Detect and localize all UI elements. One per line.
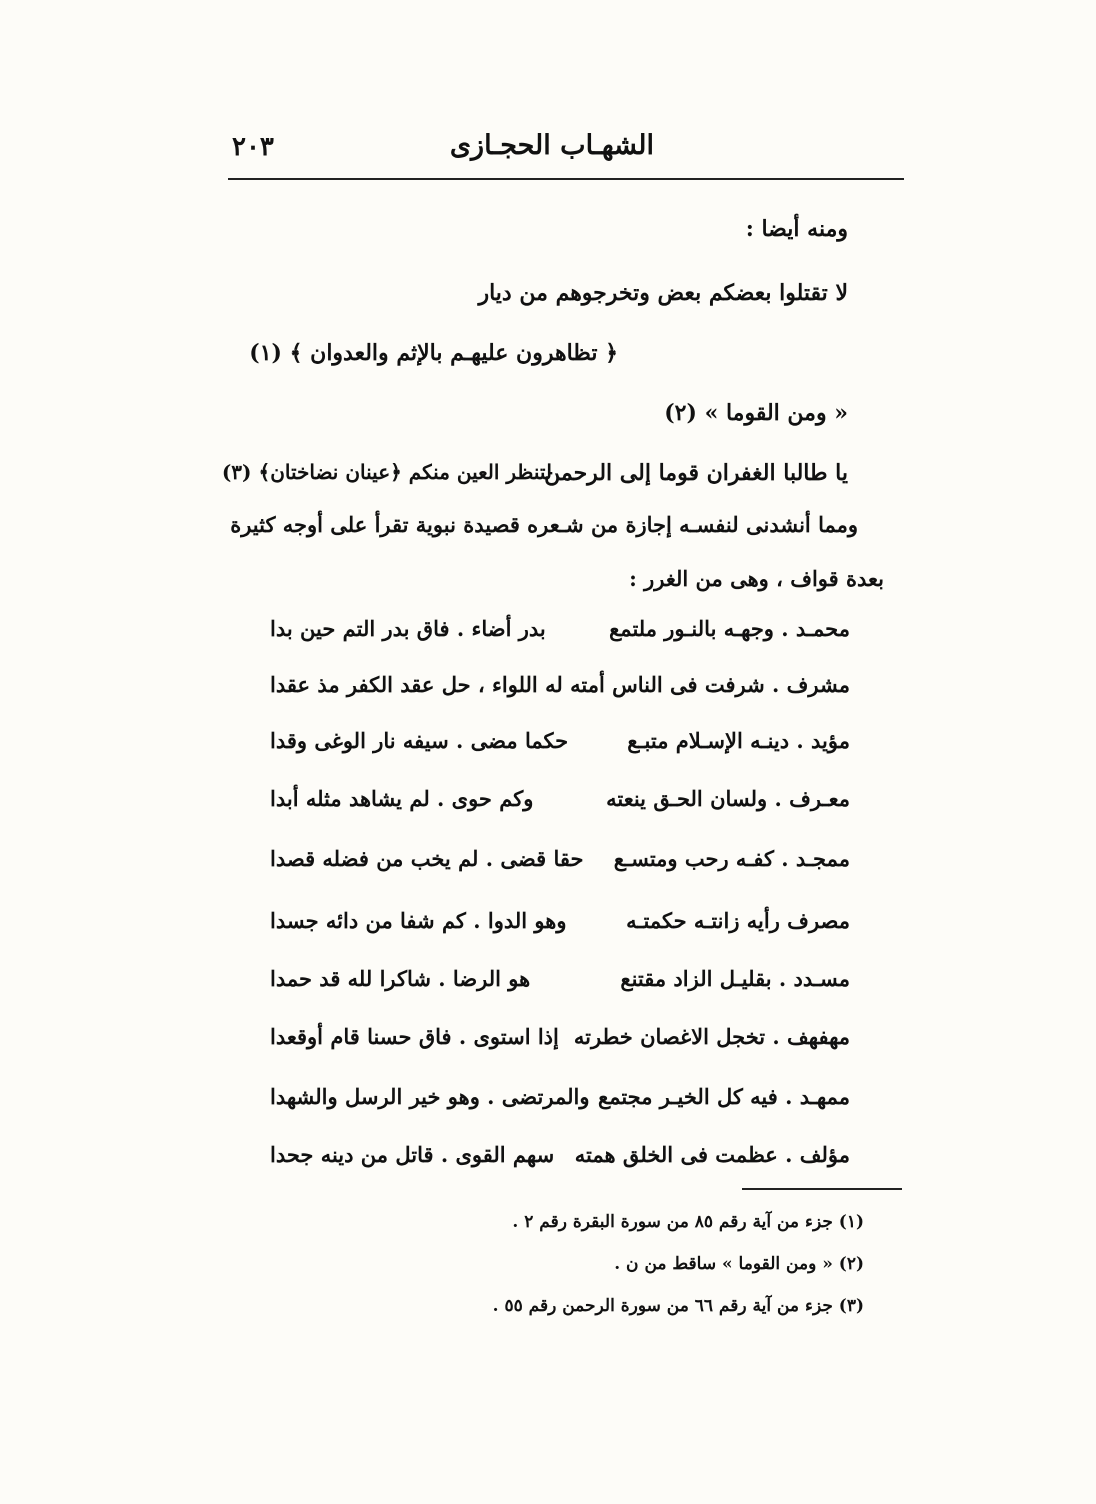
verse-second-hemistich: له اللواء ، حل عقد الكفر مذ عقدا [270,672,563,697]
verse-first-hemistich: مسـدد . بقليـل الزاد مقتنع [620,966,850,991]
verse-first-hemistich: مؤلف . عظمت فى الخلق همته [574,1142,850,1167]
verse-first-hemistich: مهفهف . تخجل الاغصان خطرته [573,1024,850,1049]
para-line-2: بعدة قواف ، وهى من الغرر : [629,566,884,591]
verse-row [270,786,850,826]
verse-row [270,672,850,712]
verse-second-hemistich: حكما مضى . سيفه نار الوغى وقدا [270,728,569,753]
running-title: الشهـاب الحجـازى [449,130,654,161]
verse-row [270,728,850,768]
verse-first-hemistich: ممجـد . كفـه رحب ومتسـع [613,846,850,871]
verse-line-1: لا تقتلوا بعضكم بعض وتخرجوهم من ديار [478,280,848,306]
verse-row [270,1084,850,1124]
verse-row [270,908,850,948]
verse-row [270,846,850,886]
verse-second-hemistich: هو الرضا . شاكرا لله قد حمدا [270,966,531,991]
quoted-line: « ومن القوما » (٢) [664,400,848,426]
verse-second-hemistich: إذا استوى . فاق حسنا قام أوقعدا [270,1024,559,1049]
verse-second-hemistich: سهم القوى . قاتل من دينه جحدا [270,1142,555,1167]
header-rule [228,178,904,180]
intro-block [221,216,848,596]
verse-first-hemistich: مؤيد . دينـه الإسـلام متبـع [627,728,850,753]
verse-first-hemistich: مشرف . شرفت فى الناس أمته [570,672,850,697]
verse-second-hemistich: والمرتضى . وهو خير الرسل والشهدا [270,1084,590,1109]
couplet-right: يا طالبا الغفران قوما إلى الرحمن [544,460,848,486]
verse-second-hemistich: بدر أضاء . فاق بدر التم حين بدا [270,616,546,641]
verse-row [270,1142,850,1182]
verse-row [270,1024,850,1064]
couplet-left: لتنظر العين منكم ﴿عينان نضاختان﴾ (٣) [221,460,552,484]
para-line-1: ومما أنشدنى لنفسـه إجازة من شـعره قصيدة نبوية تقرأ على أوجه كثيرة [230,512,858,537]
verse-first-hemistich: مصرف رأيه زانتـه حكمتـه [626,908,850,933]
footnote-2: (٢) « ومن القوما » ساقط من ن . [614,1254,864,1274]
verse-second-hemistich: حقا قضى . لم يخب من فضله قصدا [270,846,584,871]
running-header [228,128,904,176]
verse-second-hemistich: وهو الدوا . كم شفا من دائه جسدا [270,908,567,933]
verse-row [270,616,850,656]
verse-first-hemistich: ممهـد . فيه كل الخيـر مجتمع [598,1084,850,1109]
verse-first-hemistich: محمـد . وجهـه بالنـور ملتمع [609,616,850,641]
footnote-1: (١) جزء من آية رقم ٨٥ من سورة البقرة رقم ٢ . [512,1212,864,1232]
footnote-3: (٣) جزء من آية رقم ٦٦ من سورة الرحمن رقم ٥٥ . [492,1296,864,1316]
verse-row [270,966,850,1006]
verse-first-hemistich: معـرف . ولسان الحـق ينعته [606,786,850,811]
page-number: ٢٠٣ [232,132,274,162]
verse-line-2: ﴿ تظاهرون عليهـم بالإثم والعدوان ﴾ (١) [249,340,618,366]
lead-line: ومنه أيضا : [745,216,848,242]
footnote-rule [742,1188,902,1190]
verse-second-hemistich: وكم حوى . لم يشاهد مثله أبدا [270,786,534,811]
